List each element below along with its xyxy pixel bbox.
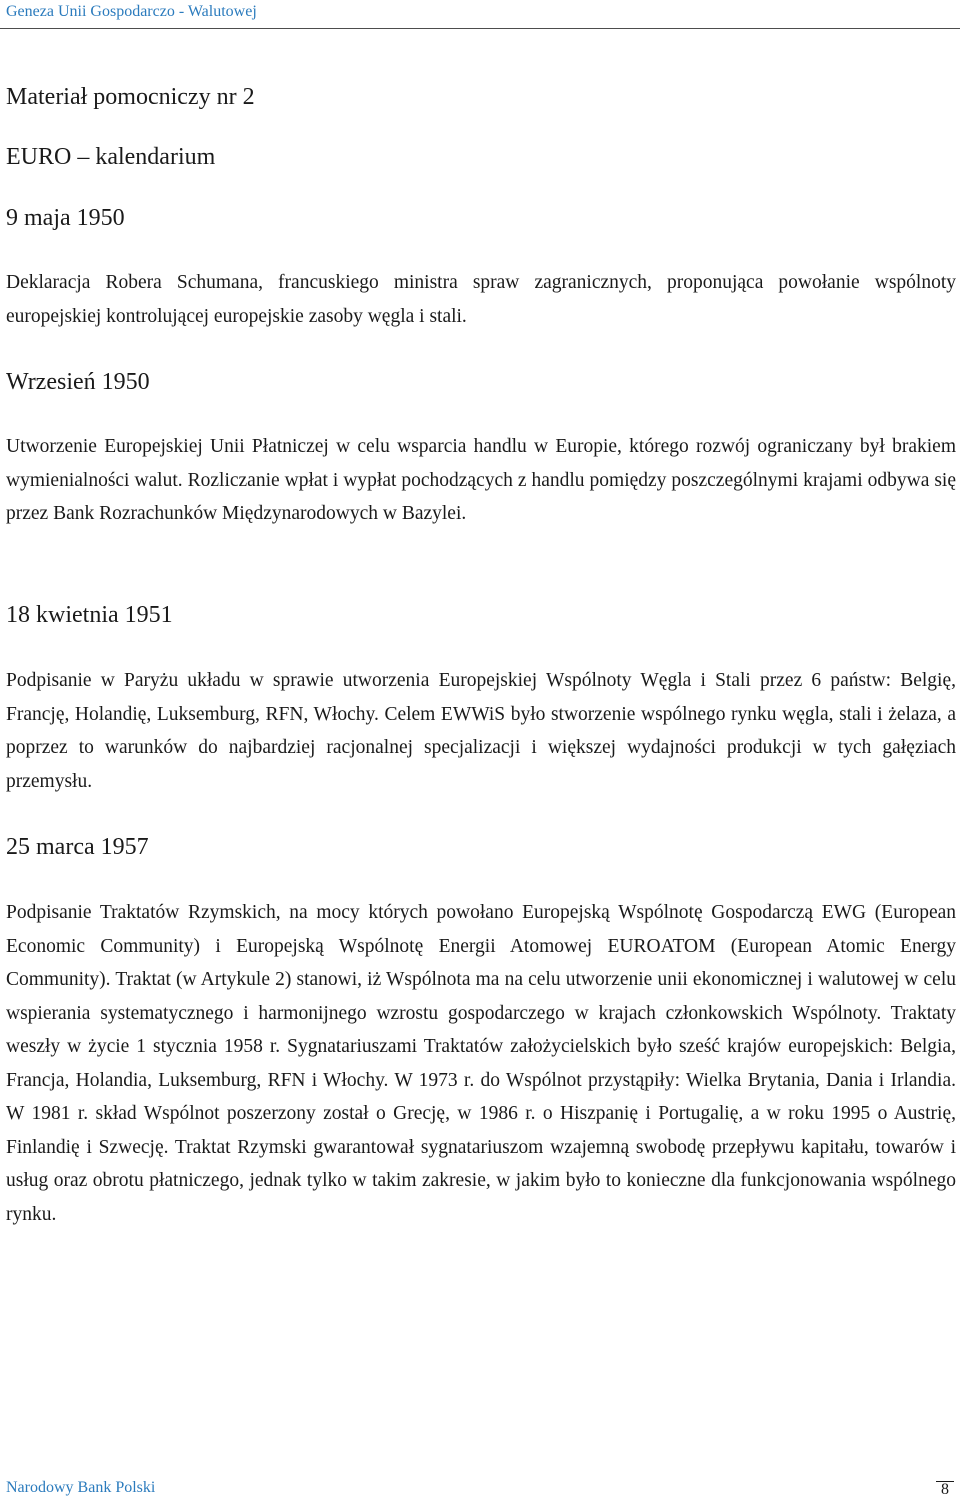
header-divider: [0, 28, 960, 29]
section-date-1: 9 maja 1950: [6, 205, 125, 231]
document-subtitle: EURO – kalendarium: [6, 144, 216, 170]
section-text-2: Utworzenie Europejskiej Unii Płatniczej w celu wsparcia handlu w Europie, którego rozwój ograniczany był brakiem wymienialności walut. Rozliczanie wpłat i wypłat pochodzących z handlu pomiędzy poszczególnymi krajami odbywa się przez Bank Rozrachunków Międzynarodowych w Bazylei.: [6, 436, 956, 524]
section-date-3: 18 kwietnia 1951: [6, 602, 173, 628]
section-date-2: Wrzesień 1950: [6, 369, 150, 395]
section-text-4: Podpisanie Traktatów Rzymskich, na mocy których powołano Europejską Wspólnotę Gospodarczą EWG (European Economic Community) i Europejską Wspólnotę Energii Atomowej EUROATOM (European Atomic Energy Community). Traktat (w Artykule 2) stanowi, iż Wspólnota ma na celu utworzenie unii ekonomicznej i walutowej w celu wspierania systematycznego i harmonijnego wzrostu gospodarczego w krajach członkowskich Wspólnoty. Traktaty weszły w życie 1 stycznia 1958 r. Sygnatariuszami Traktatów założycielskich było sześć krajów europejskich: Belgia, Francja, Holandia, Luksemburg, RFN i Włochy. W 1973 r. do Wspólnot przystąpiły: Wielka Brytania, Dania i Irlandia. W 1981 r. skład Wspólnot poszerzony został o Grecję, w 1986 r. o Hiszpanię i Portugalię, a w roku 1995 o Austrię, Finlandię i Szwecję. Traktat Rzymski gwarantował sygnatariuszom wzajemną swobodę przepływu kapitału, towarów i usług oraz obrotu płatniczego, jednak tylko w takim zakresie, w jakim było to konieczne dla funkcjonowania wspólnego rynku.: [6, 902, 956, 1225]
section-text-3: Podpisanie w Paryżu układu w sprawie utworzenia Europejskiej Wspólnoty Węgla i Stali przez 6 państw: Belgię, Francję, Holandię, Luksemburg, RFN, Włochy. Celem EWWiS było stworzenie wspólnego rynku węgla, stali i żelaza, a poprzez to warunków do najbardziej racjonalnej specjalizacji i większej wydajności produkcji w tych gałęziach przemysłu.: [6, 670, 956, 792]
page-header: [0, 0, 960, 30]
header-title: Geneza Unii Gospodarczo - Walutowej: [6, 3, 257, 20]
document-title: Materiał pomocniczy nr 2: [6, 84, 255, 110]
page-number: 8: [941, 1481, 949, 1498]
section-text-1: Deklaracja Robera Schumana, francuskiego ministra spraw zagranicznych, proponująca powołanie wspólnoty europejskiej kontrolującej europejskie zasoby węgla i stali.: [6, 272, 956, 327]
section-date-4: 25 marca 1957: [6, 834, 149, 860]
footer-publisher: Narodowy Bank Polski: [6, 1479, 156, 1496]
